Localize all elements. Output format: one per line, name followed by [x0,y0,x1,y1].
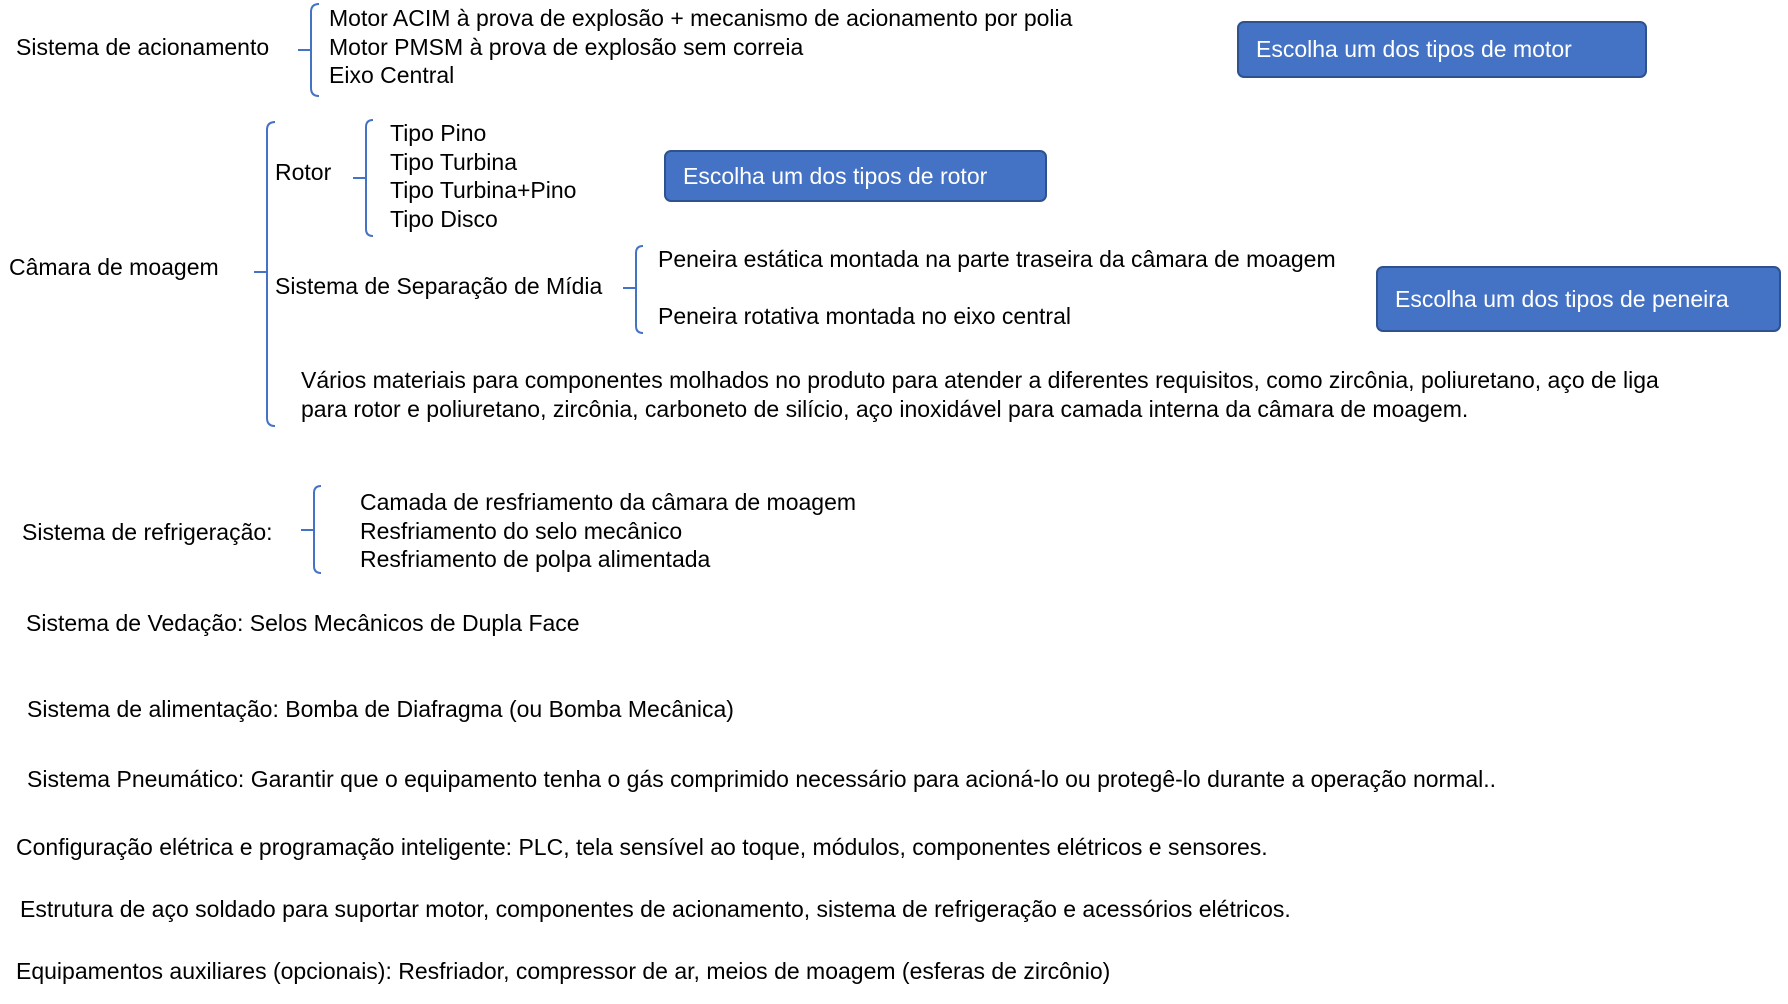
bracket-separacao [623,246,643,333]
refrigeracao-options [360,488,856,574]
vedacao-line: Sistema de Vedação: Selos Mecânicos de Dupla Face [26,610,580,636]
materiais-text: Vários materiais para componentes molhados no produto para atender a diferentes requisitos, como zircônia, poliuretano, aço de liga para rotor e poliuretano, zircônia, carboneto de silício, aço inoxidável para camada interna da câmara de moagem. [301,367,1659,422]
auxiliares-line: Equipamentos auxiliares (opcionais): Resfriador, compressor de ar, meios de moagem (esferas de zircônio) [16,958,1111,984]
separacao-label: Sistema de Separação de Mídia [275,273,603,299]
separacao-option: Peneira rotativa montada no eixo central [658,303,1071,329]
refrigeracao-label: Sistema de refrigeração: [22,519,273,545]
acionamento-options [329,4,1072,90]
refrigeracao-option: Resfriamento do selo mecânico [360,517,683,544]
bracket-acionamento [298,4,319,96]
choose-rotor-button[interactable]: Escolha um dos tipos de rotor [664,150,1047,202]
acionamento-option: Motor PMSM à prova de explosão sem correia [329,33,804,60]
rotor-option: Tipo Turbina+Pino [390,177,577,203]
camara-label: Câmara de moagem [9,254,219,280]
acionamento-option: Eixo Central [329,62,455,88]
bracket-rotor [353,120,373,236]
refrigeracao-option: Resfriamento de polpa alimentada [360,546,711,572]
rotor-options [390,119,576,233]
bracket-camara [254,122,275,426]
bracket-refrigeracao [301,486,321,573]
choose-sieve-button[interactable]: Escolha um dos tipos de peneira [1376,266,1781,332]
acionamento-label: Sistema de acionamento [16,34,270,60]
refrigeracao-option: Camada de resfriamento da câmara de moagem [360,489,857,515]
eletrica-line: Configuração elétrica e programação inteligente: PLC, tela sensível ao toque, módulos, componentes elétricos e sensores. [16,834,1268,860]
estrutura-line: Estrutura de aço soldado para suportar motor, componentes de acionamento, sistema de refrigeração e acessórios elétricos. [20,896,1291,922]
separacao-option: Peneira estática montada na parte traseira da câmara de moagem [658,246,1336,272]
rotor-option: Tipo Turbina [390,148,517,175]
alimentacao-line: Sistema de alimentação: Bomba de Diafragma (ou Bomba Mecânica) [27,696,734,722]
rotor-option: Tipo Disco [390,205,498,232]
choose-motor-button[interactable]: Escolha um dos tipos de motor [1237,21,1647,78]
acionamento-option: Motor ACIM à prova de explosão + mecanismo de acionamento por polia [329,5,1073,31]
rotor-label: Rotor [275,159,332,185]
pneumatico-line: Sistema Pneumático: Garantir que o equipamento tenha o gás comprimido necessário para acioná-lo ou protegê-lo durante a operação normal.. [27,766,1497,792]
rotor-option: Tipo Pino [390,120,487,146]
